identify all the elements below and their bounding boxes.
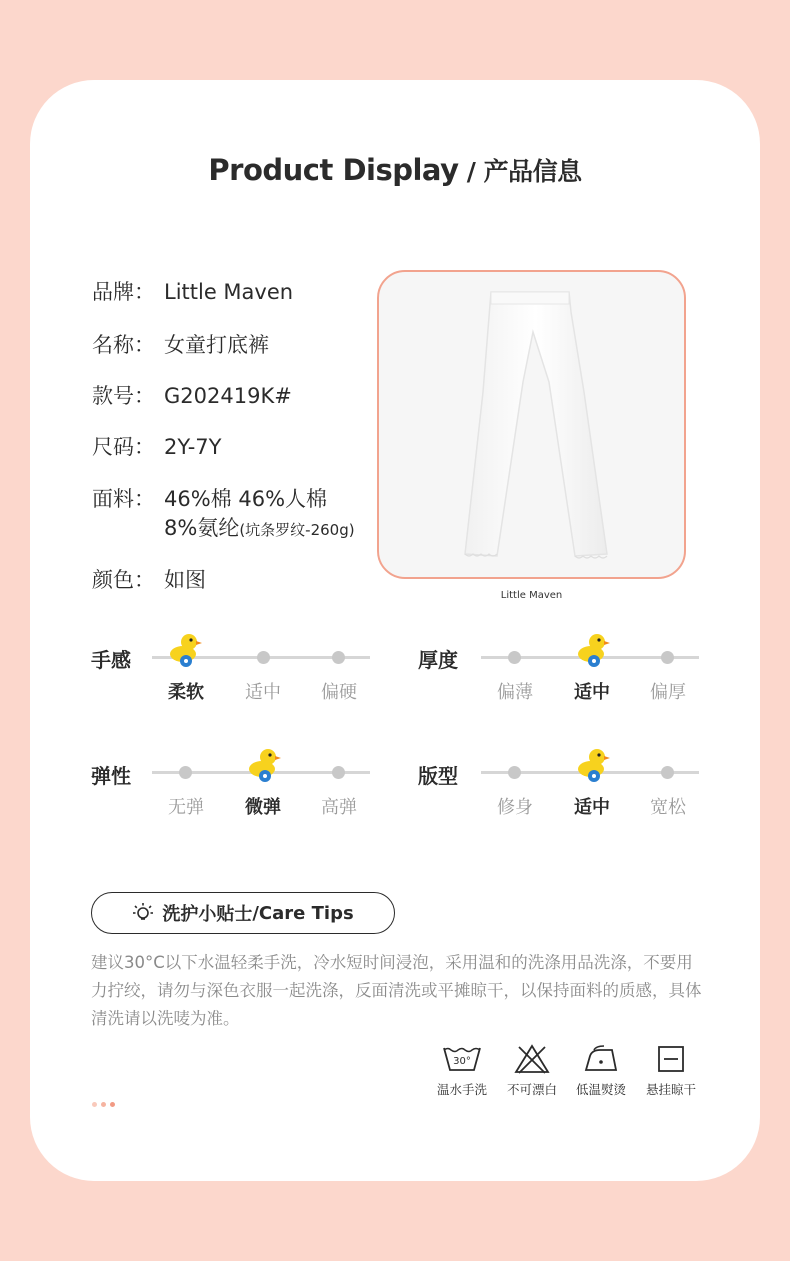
page-dot bbox=[101, 1102, 106, 1107]
meter-option-selected: 微弹 bbox=[245, 797, 281, 818]
care-symbol-no-bleach bbox=[497, 1044, 567, 1098]
meter-dot bbox=[332, 651, 345, 664]
leggings-illustration bbox=[379, 272, 684, 577]
care-tips-pill bbox=[91, 892, 395, 934]
page-dots bbox=[92, 1092, 119, 1111]
meter-option-selected: 柔软 bbox=[168, 682, 204, 703]
meter-label-thickness: 厚度 bbox=[418, 648, 458, 672]
page-title bbox=[0, 152, 790, 188]
spec-key: 尺码： bbox=[92, 435, 155, 459]
meter-option: 修身 bbox=[497, 797, 533, 818]
spec-key: 面料： bbox=[92, 487, 155, 511]
care-tips-title-cn: 洗护小贴士 bbox=[162, 904, 253, 925]
title-separator: / bbox=[458, 157, 484, 186]
meter-dot bbox=[661, 766, 674, 779]
spec-value: Little Maven bbox=[164, 280, 294, 304]
care-symbol-label: 不可漂白 bbox=[506, 1082, 557, 1097]
spec-value: 46%棉 46%人棉 bbox=[164, 487, 328, 511]
lightbulb-icon bbox=[132, 902, 154, 924]
title-cn: 产品信息 bbox=[483, 157, 582, 186]
spec-key: 名称： bbox=[92, 333, 155, 357]
spec-value: 8%氨纶 bbox=[164, 516, 240, 540]
title-en: Product Display bbox=[208, 153, 459, 187]
spec-brand bbox=[92, 276, 293, 306]
low-iron-icon bbox=[582, 1044, 620, 1074]
meter-dot bbox=[257, 651, 270, 664]
spec-name bbox=[92, 329, 269, 359]
spec-fabric bbox=[92, 483, 327, 513]
spec-key: 款号： bbox=[92, 384, 155, 408]
meter-option-selected: 适中 bbox=[574, 682, 610, 703]
duck-marker-icon bbox=[168, 632, 202, 668]
meter-dot bbox=[179, 766, 192, 779]
care-symbol-label: 温水手洗 bbox=[436, 1082, 487, 1097]
spec-value: 如图 bbox=[164, 568, 206, 592]
spec-size bbox=[92, 431, 221, 461]
duck-marker-icon bbox=[247, 747, 281, 783]
meter-option: 高弹 bbox=[321, 797, 357, 818]
spec-key: 颜色： bbox=[92, 568, 155, 592]
care-tips-title-en: Care Tips bbox=[258, 902, 354, 924]
product-image bbox=[377, 270, 686, 579]
care-symbol-low-iron bbox=[566, 1044, 636, 1098]
spec-fabric-line2 bbox=[164, 512, 355, 542]
care-instructions: 建议30°C以下水温轻柔手洗，冷水短时间浸泡，采用温和的洗涤用品洗涤，不要用力拧绞，请勿与深色衣服一起洗涤，反面清洗或平摊晾干，以保持面料的质感，具体清洗请以洗唛为准。 bbox=[91, 953, 702, 1028]
hand-wash-30-icon bbox=[442, 1044, 482, 1074]
meter-dot bbox=[661, 651, 674, 664]
spec-color bbox=[92, 564, 206, 594]
meter-dot bbox=[508, 651, 521, 664]
wash-temperature: 30° bbox=[453, 1056, 471, 1067]
duck-marker-icon bbox=[576, 632, 610, 668]
page-dot bbox=[92, 1102, 97, 1107]
spec-value: 2Y-7Y bbox=[164, 435, 222, 459]
meter-option: 偏厚 bbox=[650, 682, 686, 703]
duck-marker-icon bbox=[576, 747, 610, 783]
page-dot bbox=[110, 1102, 115, 1107]
meter-label-fit: 版型 bbox=[418, 764, 458, 788]
spec-value: 女童打底裤 bbox=[164, 333, 269, 357]
meter-dot bbox=[508, 766, 521, 779]
care-symbol-label: 悬挂晾干 bbox=[645, 1082, 696, 1097]
meter-option: 偏硬 bbox=[321, 682, 357, 703]
meter-label-elasticity: 弹性 bbox=[91, 764, 131, 788]
meter-option-selected: 适中 bbox=[574, 797, 610, 818]
meter-option: 无弹 bbox=[168, 797, 204, 818]
spec-note: (坑条罗纹-260g) bbox=[239, 521, 355, 539]
spec-style-no bbox=[92, 380, 292, 410]
spec-value: G202419K# bbox=[164, 384, 292, 408]
product-caption: Little Maven bbox=[500, 590, 563, 601]
care-tips-separator: / bbox=[252, 902, 259, 924]
care-symbol-hand-wash bbox=[427, 1044, 497, 1098]
no-bleach-icon bbox=[514, 1044, 550, 1074]
hang-dry-icon bbox=[656, 1044, 686, 1074]
meter-option: 适中 bbox=[245, 682, 281, 703]
meter-option: 偏薄 bbox=[497, 682, 533, 703]
meter-dot bbox=[332, 766, 345, 779]
meter-option: 宽松 bbox=[650, 797, 686, 818]
meter-label-hand-feel: 手感 bbox=[91, 648, 131, 672]
spec-key: 品牌： bbox=[92, 280, 155, 304]
care-symbol-hang-dry bbox=[636, 1044, 706, 1098]
care-symbol-label: 低温熨烫 bbox=[575, 1082, 626, 1097]
